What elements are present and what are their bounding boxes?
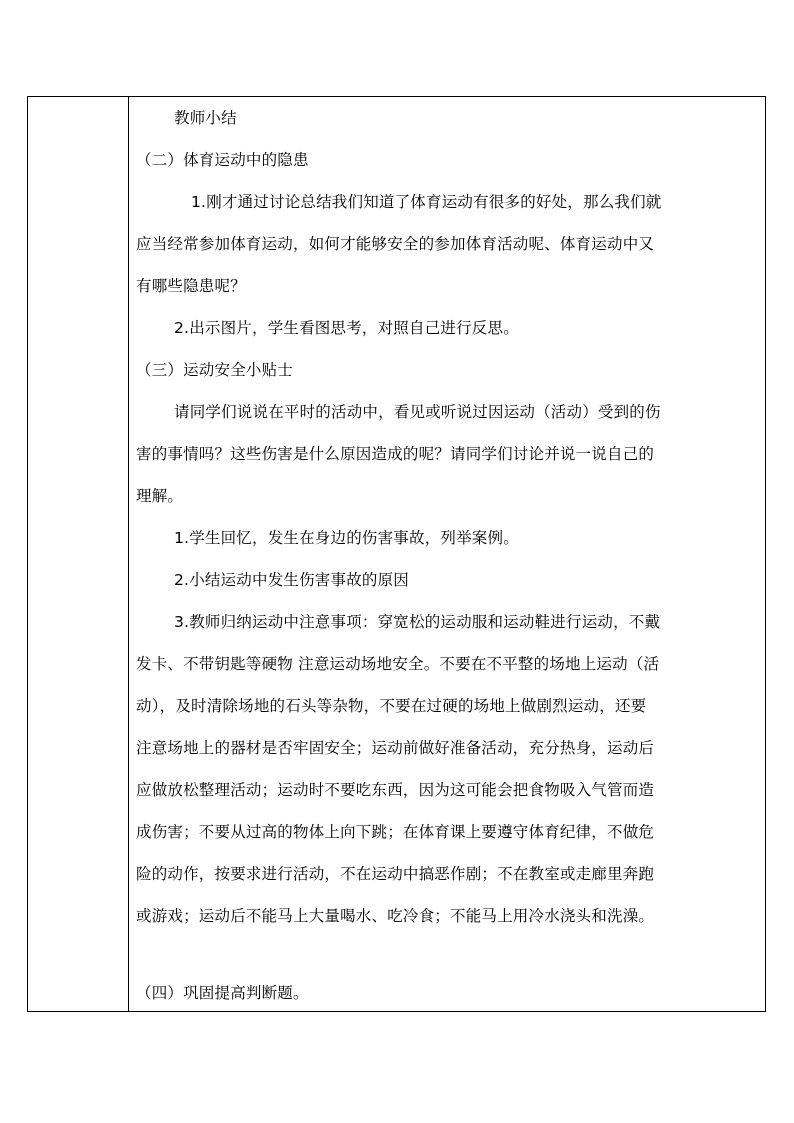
- paragraph-line: 成伤害；不要从过高的物体上向下跳；在体育课上要遵守体育纪律，不做危: [136, 823, 655, 841]
- paragraph-line: 1.学生回忆，发生在身边的伤害事故，列举案例。: [174, 529, 519, 547]
- paragraph-line: 有哪些隐患呢？: [136, 277, 246, 295]
- paragraph-line: 动），及时清除场地的石头等杂物，不要在过硬的场地上做剧烈运动，还要: [136, 697, 647, 715]
- paragraph-line: 害的事情吗？这些伤害是什么原因造成的呢？请同学们讨论并说一说自己的: [136, 445, 655, 463]
- paragraph-line: 应当经常参加体育运动，如何才能够安全的参加体育活动呢、体育运动中又: [136, 235, 655, 253]
- paragraph-line: 理解。: [136, 487, 184, 505]
- paragraph-line: 应做放松整理活动；运动时不要吃东西，因为这可能会把食物吸入气管而造: [136, 781, 655, 799]
- paragraph-line: 2.小结运动中发生伤害事故的原因: [174, 571, 409, 589]
- paragraph-line: 3.教师归纳运动中注意事项：穿宽松的运动服和运动鞋进行运动，不戴: [174, 613, 661, 631]
- paragraph-line: 注意场地上的器材是否牢固安全；运动前做好准备活动，充分热身，运动后: [136, 739, 655, 757]
- paragraph-line: 1.刚才通过讨论总结我们知道了体育运动有很多的好处，那么我们就: [191, 193, 662, 211]
- section-three-heading: （三）运动安全小贴士: [136, 361, 294, 379]
- paragraph-line: 或游戏；运动后不能马上大量喝水、吃冷食；不能马上用冷水浇头和洗澡。: [136, 907, 655, 925]
- paragraph-line: 请同学们说说在平时的活动中，看见或听说过因运动（活动）受到的伤: [174, 403, 661, 421]
- table-column-divider: [128, 96, 129, 1012]
- teacher-summary-heading: 教师小结: [174, 109, 237, 127]
- paragraph-line: 2.出示图片，学生看图思考，对照自己进行反思。: [174, 319, 519, 337]
- paragraph-line: 险的动作，按要求进行活动，不在运动中搞恶作剧；不在教室或走廊里奔跑: [136, 865, 655, 883]
- paragraph-line: 发卡、不带钥匙等硬物 注意运动场地安全。不要在不平整的场地上运动（活: [136, 655, 660, 673]
- section-four-heading: （四）巩固提高判断题。: [136, 984, 309, 1002]
- section-two-heading: （二）体育运动中的隐患: [136, 151, 309, 169]
